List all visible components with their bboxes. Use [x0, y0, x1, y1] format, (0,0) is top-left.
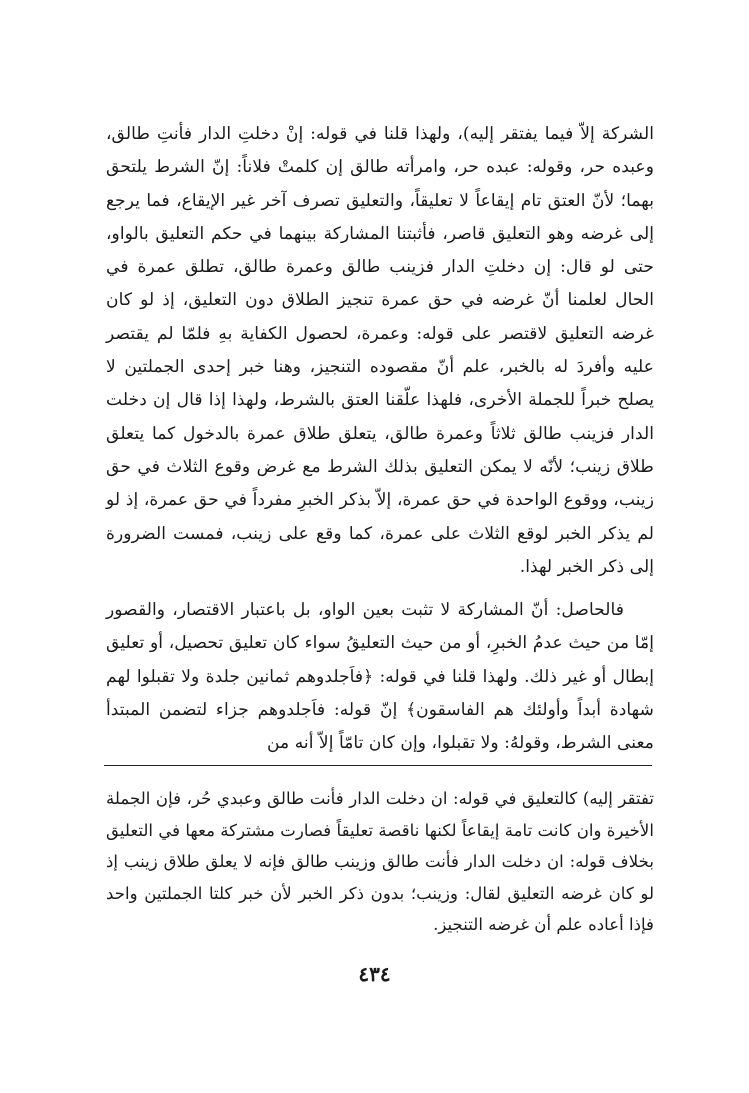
- paragraph-2: فالحاصل: أنّ المشاركة لا تثبت بعين الواو، بل باعتبار الاقتصار، والقصور إمّا من حيث عدمُ الخبرِ، أو من حيث التعليقُ سواء كان تعليق تحصيل، أو تعليق إبطال أو غير ذلك. ولهذا قلنا في قوله: ﴿فاَجلدوهم ثمانين جلدة ولا تقبلوا لهم شهادة أبداً وأولئك هم الفاسقون﴾ إنّ قوله: فاَجلدوهم جزاء لتضمن المبتدأ معنى الشرط، وقولهُ: ولا تقبلوا، وإن كان تامّاً إلاّ أنه من: [106, 600, 654, 754]
- footnote-text: تفتقر إليه) كالتعليق في قوله: ان دخلت الدار فأنت طالق وعبدي حُر، فإن الجملة الأخيرة وان كانت تامة إيقاعاً لكنها ناقصة تعليقاً فصارت مشتركة معها في التعليق بخلاف قوله: ان دخلت الدار فأنت طالق وزينب طالق فإنه لا يعلق طلاق زينب إذ لو كان غرضه التعليق لقال: وزينب؛ بدون ذكر الخبر لأن خبر كلتا الجملتين واحد فإذا أعاده علم أن غرضه التنجيز.: [106, 789, 654, 935]
- footnote: [106, 783, 654, 941]
- footnote-divider: [104, 765, 652, 766]
- main-text: [106, 118, 654, 761]
- page-number: ٤٣٤: [358, 962, 391, 986]
- paragraph-1: الشركة إلاّ فيما يفتقر إليه)، ولهذا قلنا في قوله: إنْ دخلتِ الدار فأنتِ طالق، وعبده حر، وقوله: عبده حر، وامرأته طالق إن كلمتْ فلاناً: إنّ الشرط يلتحق بهما؛ لأنّ العتق تام إيقاعاً لا تعليقاً، والتعليق تصرف آخر غير الإيقاع، فما يرجع إلى غرضه وهو التعليق قاصر، فأثبتنا المشاركة بينهما في حكم التعليق بالواو، حتى لو قال: إن دخلتِ الدار فزينب طالق وعمرة طالق، تطلق عمرة في الحال لعلمنا أنّ غرضه في حق عمرة تنجيز الطلاق دون التعليق، إذ لو كان غرضه التعليق لاقتصر على قوله: وعمرة، لحصول الكفاية بهِ فلمّا لم يقتصر عليه وأفردَ له بالخبر، علم أنّ مقصوده التنجيز، وهنا خبر إحدى الجملتين لا يصلح خبراً للجملة الأخرى، فلهذا علّقنا العتق بالشرط، ولهذا إذا قال إن دخلت الدار فزينب طالق ثلاثاً وعمرة طالق، يتعلق طلاق عمرة بالدخول كما يتعلق طلاق زينب؛ لأنّه لا يمكن التعليق بذلك الشرط مع غرض وقوع الثلاث في حق زينب، ووقوع الواحدة في حق عمرة، إلاّ بذكر الخبرِ مفرداً في حق عمرة، إذ لو لم يذكر الخبر لوقع الثلاث على عمرة، كما وقع على زينب، فمست الضرورة إلى ذكر الخبر لهذا.: [106, 124, 654, 577]
